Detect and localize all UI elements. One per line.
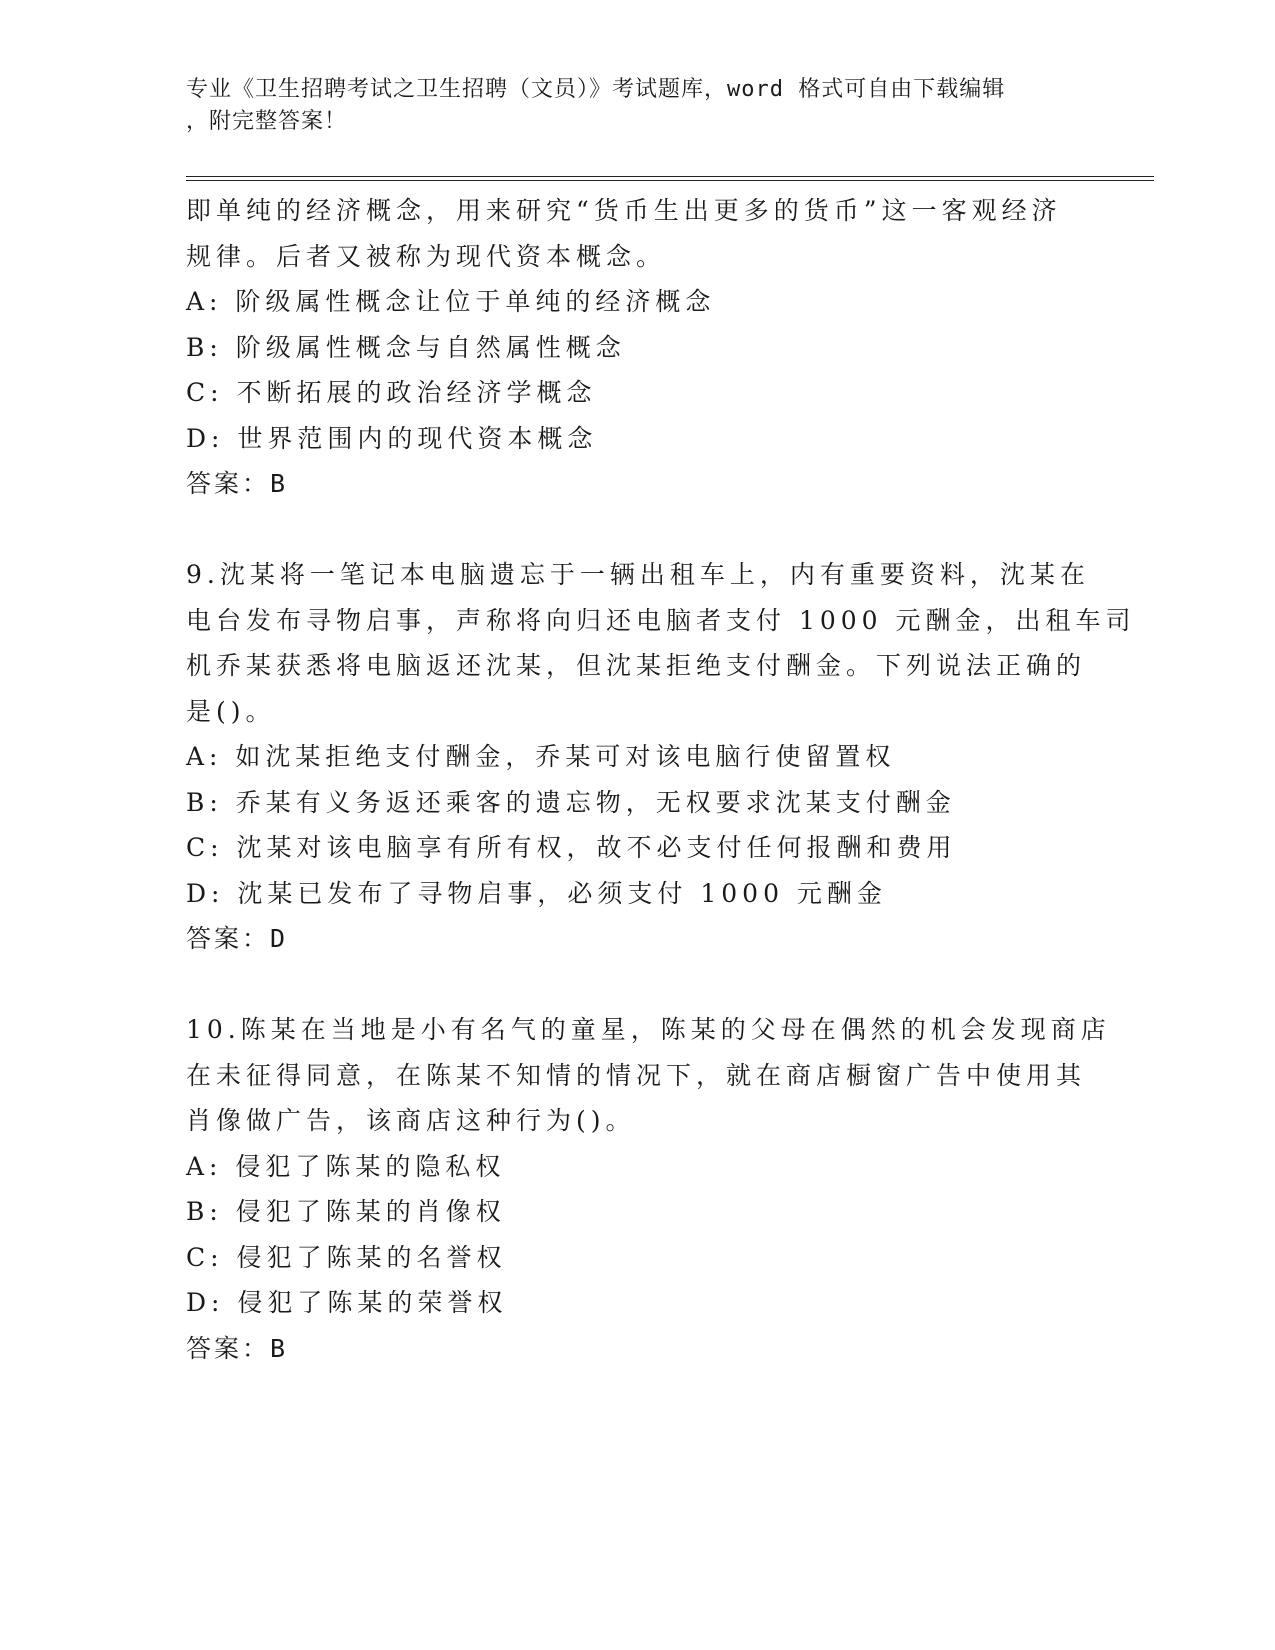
option-a: A: 如沈某拒绝支付酬金，乔某可对该电脑行使留置权 xyxy=(186,742,896,771)
spacer xyxy=(186,962,1086,1008)
question-stem-line: 即单纯的经济概念，用来研究“货币生出更多的货币”这一客观经济 xyxy=(186,196,1062,225)
header-line-2: ，附完整答案！ xyxy=(186,109,348,134)
answer-label: 答案： xyxy=(186,469,271,498)
question-stem-line: 机乔某获悉将电脑返还沈某，但沈某拒绝支付酬金。下列说法正确的 xyxy=(186,651,1087,680)
answer-value: D xyxy=(270,924,289,953)
option-a: A: 阶级属性概念让位于单纯的经济概念 xyxy=(186,287,716,316)
option-d: D: 沈某已发布了寻物启事，必须支付 1000 元酬金 xyxy=(186,878,887,908)
answer-value: B xyxy=(270,469,289,498)
answer xyxy=(186,1326,1086,1372)
option-c: C: 沈某对该电脑享有所有权，故不必支付任何报酬和费用 xyxy=(186,833,957,862)
question-list xyxy=(186,188,1136,1371)
question-stem-line: 电台发布寻物启事，声称将向归还电脑者支付 1000 元酬金，出租车司 xyxy=(186,605,1136,635)
answer-label: 答案： xyxy=(186,1333,271,1363)
question-stem-line: 10.陈某在当地是小有名气的童星，陈某的父母在偶然的机会发现商店 xyxy=(186,1015,1111,1044)
header-line-1: 专业《卫生招聘考试之卫生招聘（文员）》考试题库，word 格式可自由下载编辑 xyxy=(186,77,1006,102)
spacer xyxy=(186,507,1086,553)
option-d: D: 侵犯了陈某的荣誉权 xyxy=(186,1288,508,1317)
question-stem-line: 规律。后者又被称为现代资本概念。 xyxy=(186,241,667,271)
option-b: B: 乔某有义务返还乘客的遗忘物，无权要求沈某支付酬金 xyxy=(186,787,956,817)
answer-label: 答案： xyxy=(186,924,271,953)
page-header xyxy=(186,74,1086,138)
question-stem-line: 肖像做广告，该商店这种行为()。 xyxy=(186,1106,636,1135)
option-b: B: 阶级属性概念与自然属性概念 xyxy=(186,332,626,362)
option-c: C: 侵犯了陈某的名誉权 xyxy=(186,1242,507,1272)
answer xyxy=(186,461,1086,507)
option-d: D: 世界范围内的现代资本概念 xyxy=(186,423,598,453)
header-divider xyxy=(186,176,1154,181)
option-c: C: 不断拓展的政治经济学概念 xyxy=(186,378,597,407)
option-b: B: 侵犯了陈某的肖像权 xyxy=(186,1197,506,1226)
question-9 xyxy=(186,552,1136,962)
answer xyxy=(186,916,1086,962)
option-a: A: 侵犯了陈某的隐私权 xyxy=(186,1151,506,1181)
question-10 xyxy=(186,1007,1111,1371)
question-stem-line: 是()。 xyxy=(186,696,276,726)
question-stem-line: 9.沈某将一笔记本电脑遗忘于一辆出租车上，内有重要资料，沈某在 xyxy=(186,560,1090,589)
answer-value: B xyxy=(270,1333,289,1363)
question-8 xyxy=(186,188,1086,507)
question-stem-line: 在未征得同意，在陈某不知情的情况下，就在商店橱窗广告中使用其 xyxy=(186,1060,1087,1090)
